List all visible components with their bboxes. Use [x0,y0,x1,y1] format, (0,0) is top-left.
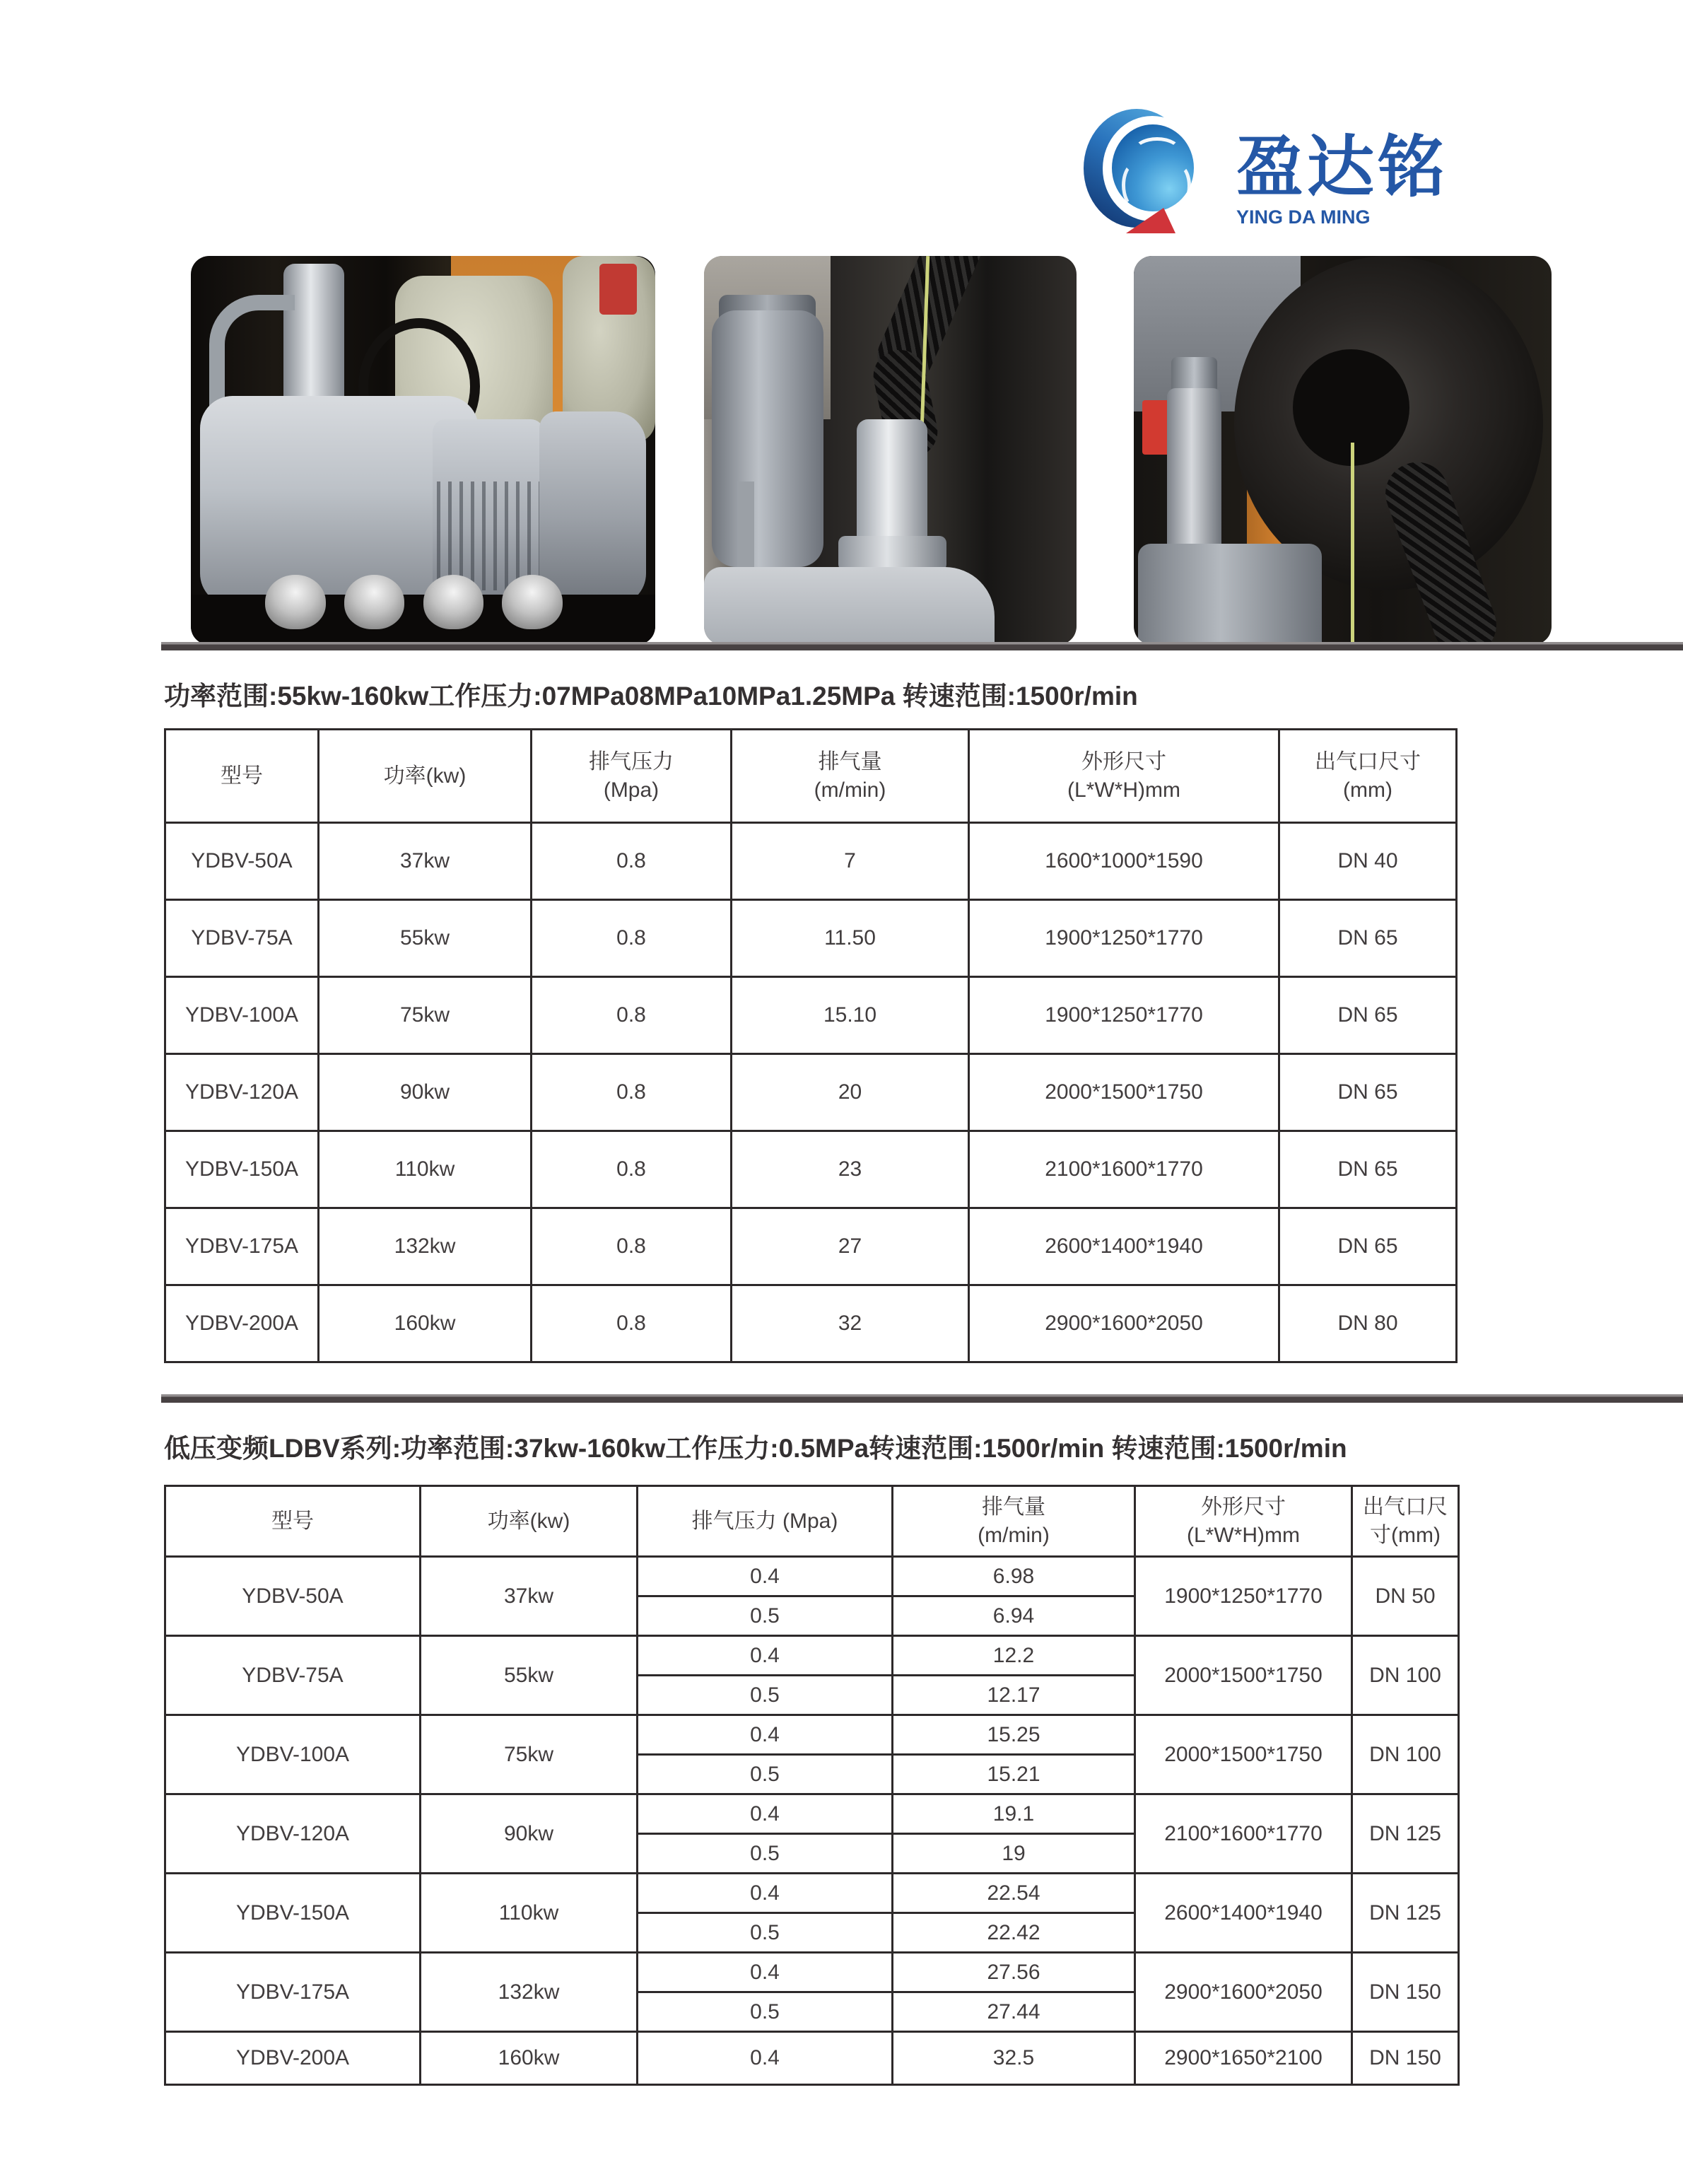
photo-gray-tank [1138,544,1322,645]
cell-flow: 23 [732,1131,969,1208]
cell-flow: 19 [893,1834,1135,1874]
spec-subrow [165,1794,1459,1834]
cell-pressure: 0.8 [532,1285,732,1362]
cell-model: YDBV-120A [165,1054,319,1131]
column-header: 型号 [165,1486,421,1557]
cell-power: 132kw [319,1208,532,1285]
cell-dimensions: 2900*1600*2050 [1135,1953,1352,2032]
spec-row [165,977,1457,1054]
cell-pressure: 0.4 [638,1874,893,1913]
cell-power: 160kw [319,1285,532,1362]
cell-model: YDBV-120A [165,1794,421,1874]
cell-pressure: 0.8 [532,977,732,1054]
logo-highlight [1166,164,1191,208]
cell-model: YDBV-200A [165,2032,421,2085]
brand-logo-text [1236,105,1451,228]
cell-flow: 27.56 [893,1953,1135,1992]
cell-flow: 32.5 [893,2032,1135,2085]
photo-foot [502,575,562,629]
photo-red-part [599,264,637,315]
spec-subrow [165,1715,1459,1755]
cell-model: YDBV-100A [165,1715,421,1794]
cell-model: YDBV-50A [165,823,319,900]
photo-motor-fins [437,481,539,590]
cell-pressure: 0.4 [638,1557,893,1596]
photo-foot [423,575,483,629]
cell-pressure: 0.4 [638,1715,893,1755]
spec-subrow [165,1874,1459,1913]
cell-power: 90kw [319,1054,532,1131]
brand-logo-icon [1084,105,1204,233]
cell-flow: 20 [732,1054,969,1131]
header-row [165,1486,1459,1557]
cell-power: 37kw [319,823,532,900]
cell-flow: 22.42 [893,1913,1135,1953]
cell-flow: 22.54 [893,1874,1135,1913]
cell-outlet: DN 100 [1352,1715,1459,1794]
cell-model: YDBV-200A [165,1285,319,1362]
cell-pressure: 0.8 [532,1208,732,1285]
column-header: 出气口尺 寸(mm) [1352,1486,1459,1557]
section-divider [161,642,1683,650]
cell-power: 55kw [319,900,532,977]
column-header: 功率(kw) [421,1486,638,1557]
cell-dimensions: 2000*1500*1750 [969,1054,1279,1131]
cell-power: 160kw [421,2032,638,2085]
cell-outlet: DN 150 [1352,2032,1459,2085]
cell-dimensions: 2000*1500*1750 [1135,1636,1352,1715]
cell-pressure: 0.4 [638,1636,893,1676]
spec-row [165,1054,1457,1131]
logo-highlight [1122,163,1147,208]
spec-row [165,1208,1457,1285]
cell-power: 110kw [319,1131,532,1208]
cell-dimensions: 2000*1500*1750 [1135,1715,1352,1794]
spec-row [165,823,1457,900]
cell-outlet: DN 65 [1279,900,1457,977]
cell-pressure: 0.8 [532,823,732,900]
low-pressure-series-heading: 低压变频LDBV系列:功率范围:37kw-160kw工作压力:0.5MPa转速范围:1500r/min 转速范围:1500r/min [164,1434,1347,1463]
product-photo-airend [191,256,655,645]
cell-dimensions: 1900*1250*1770 [969,977,1279,1054]
table-body [165,823,1457,1362]
spec-subrow [165,1953,1459,1992]
cell-outlet: DN 50 [1352,1557,1459,1636]
column-header: 排气压力 (Mpa) [638,1486,893,1557]
high-pressure-series-heading: 功率范围:55kw-160kw工作压力:07MPa08MPa10MPa1.25MPa 转速范围:1500r/min [164,682,1138,711]
brand-name-en: YING DA MING [1236,206,1371,228]
cell-dimensions: 2600*1400*1940 [969,1208,1279,1285]
cell-dimensions: 2600*1400*1940 [1135,1874,1352,1953]
cell-outlet: DN 80 [1279,1285,1457,1362]
spec-subrow [165,1636,1459,1676]
cell-flow: 6.98 [893,1557,1135,1596]
photo-yellow-wire [1351,443,1354,645]
column-header: 排气压力 (Mpa) [532,730,732,823]
cell-outlet: DN 150 [1352,1953,1459,2032]
low-pressure-spec-table [164,1485,1460,2086]
cell-model: YDBV-100A [165,977,319,1054]
photo-flange [838,536,946,571]
cell-pressure: 0.8 [532,900,732,977]
cell-flow: 27.44 [893,1992,1135,2032]
cell-dimensions: 2900*1600*2050 [969,1285,1279,1362]
cell-flow: 27 [732,1208,969,1285]
cell-outlet: DN 125 [1352,1794,1459,1874]
column-header: 排气量 (m/min) [893,1486,1135,1557]
cell-pressure: 0.5 [638,1755,893,1794]
cell-pressure: 0.4 [638,2032,893,2085]
cell-pressure: 0.4 [638,1953,893,1992]
cell-model: YDBV-150A [165,1874,421,1953]
cell-pressure: 0.8 [532,1054,732,1131]
cell-power: 55kw [421,1636,638,1715]
cell-outlet: DN 65 [1279,1131,1457,1208]
cell-power: 110kw [421,1874,638,1953]
cell-flow: 12.17 [893,1676,1135,1715]
cell-pressure: 0.5 [638,1596,893,1636]
table-header [165,730,1457,823]
photo-foot [344,575,404,629]
cell-power: 75kw [421,1715,638,1794]
table-header [165,1486,1459,1557]
column-header: 出气口尺寸 (mm) [1279,730,1457,823]
logo-highlight [1133,137,1181,165]
table-body [165,1557,1459,2085]
cell-dimensions: 1600*1000*1590 [969,823,1279,900]
photo-motor-end [539,411,646,606]
cell-pressure: 0.8 [532,1131,732,1208]
cell-flow: 7 [732,823,969,900]
brand-name-cn: 盈达铭 [1236,130,1449,205]
cell-dimensions: 1900*1250*1770 [969,900,1279,977]
cell-model: YDBV-75A [165,1636,421,1715]
photo-machine-body [704,567,995,645]
cell-dimensions: 1900*1250*1770 [1135,1557,1352,1636]
spec-subrow [165,2032,1459,2085]
cell-pressure: 0.5 [638,1992,893,2032]
column-header: 排气量 (m/min) [732,730,969,823]
cell-flow: 15.10 [732,977,969,1054]
cell-outlet: DN 65 [1279,1208,1457,1285]
column-header: 外形尺寸 (L*W*H)mm [1135,1486,1352,1557]
photo-silver-valve [1167,388,1221,559]
column-header: 功率(kw) [319,730,532,823]
product-photo-piping [704,256,1077,645]
cell-outlet: DN 65 [1279,977,1457,1054]
product-photos [163,245,1580,633]
spec-row [165,1131,1457,1208]
brand-logo [1084,105,1451,233]
cell-flow: 32 [732,1285,969,1362]
cell-model: YDBV-75A [165,900,319,977]
photo-foot [265,575,325,629]
cell-flow: 11.50 [732,900,969,977]
column-header: 外形尺寸 (L*W*H)mm [969,730,1279,823]
product-photo-air-filter [1134,256,1552,645]
cell-pressure: 0.4 [638,1794,893,1834]
cell-flow: 19.1 [893,1794,1135,1834]
cell-model: YDBV-175A [165,1208,319,1285]
cell-power: 75kw [319,977,532,1054]
cell-dimensions: 2100*1600*1770 [969,1131,1279,1208]
spec-subrow [165,1557,1459,1596]
cell-outlet: DN 65 [1279,1054,1457,1131]
section-divider [161,1394,1683,1403]
cell-power: 90kw [421,1794,638,1874]
cell-power: 37kw [421,1557,638,1636]
cell-power: 132kw [421,1953,638,2032]
cell-outlet: DN 125 [1352,1874,1459,1953]
cell-flow: 6.94 [893,1596,1135,1636]
cell-model: YDBV-50A [165,1557,421,1636]
header-row [165,730,1457,823]
cell-outlet: DN 40 [1279,823,1457,900]
cell-dimensions: 2100*1600*1770 [1135,1794,1352,1874]
cell-outlet: DN 100 [1352,1636,1459,1715]
cell-pressure: 0.5 [638,1913,893,1953]
cell-model: YDBV-150A [165,1131,319,1208]
column-header: 型号 [165,730,319,823]
cell-flow: 12.2 [893,1636,1135,1676]
cell-dimensions: 2900*1650*2100 [1135,2032,1352,2085]
cell-flow: 15.21 [893,1755,1135,1794]
cell-flow: 15.25 [893,1715,1135,1755]
spec-row [165,1285,1457,1362]
cell-pressure: 0.5 [638,1834,893,1874]
spec-row [165,900,1457,977]
cell-model: YDBV-175A [165,1953,421,2032]
high-pressure-spec-table [164,728,1458,1363]
cell-pressure: 0.5 [638,1676,893,1715]
